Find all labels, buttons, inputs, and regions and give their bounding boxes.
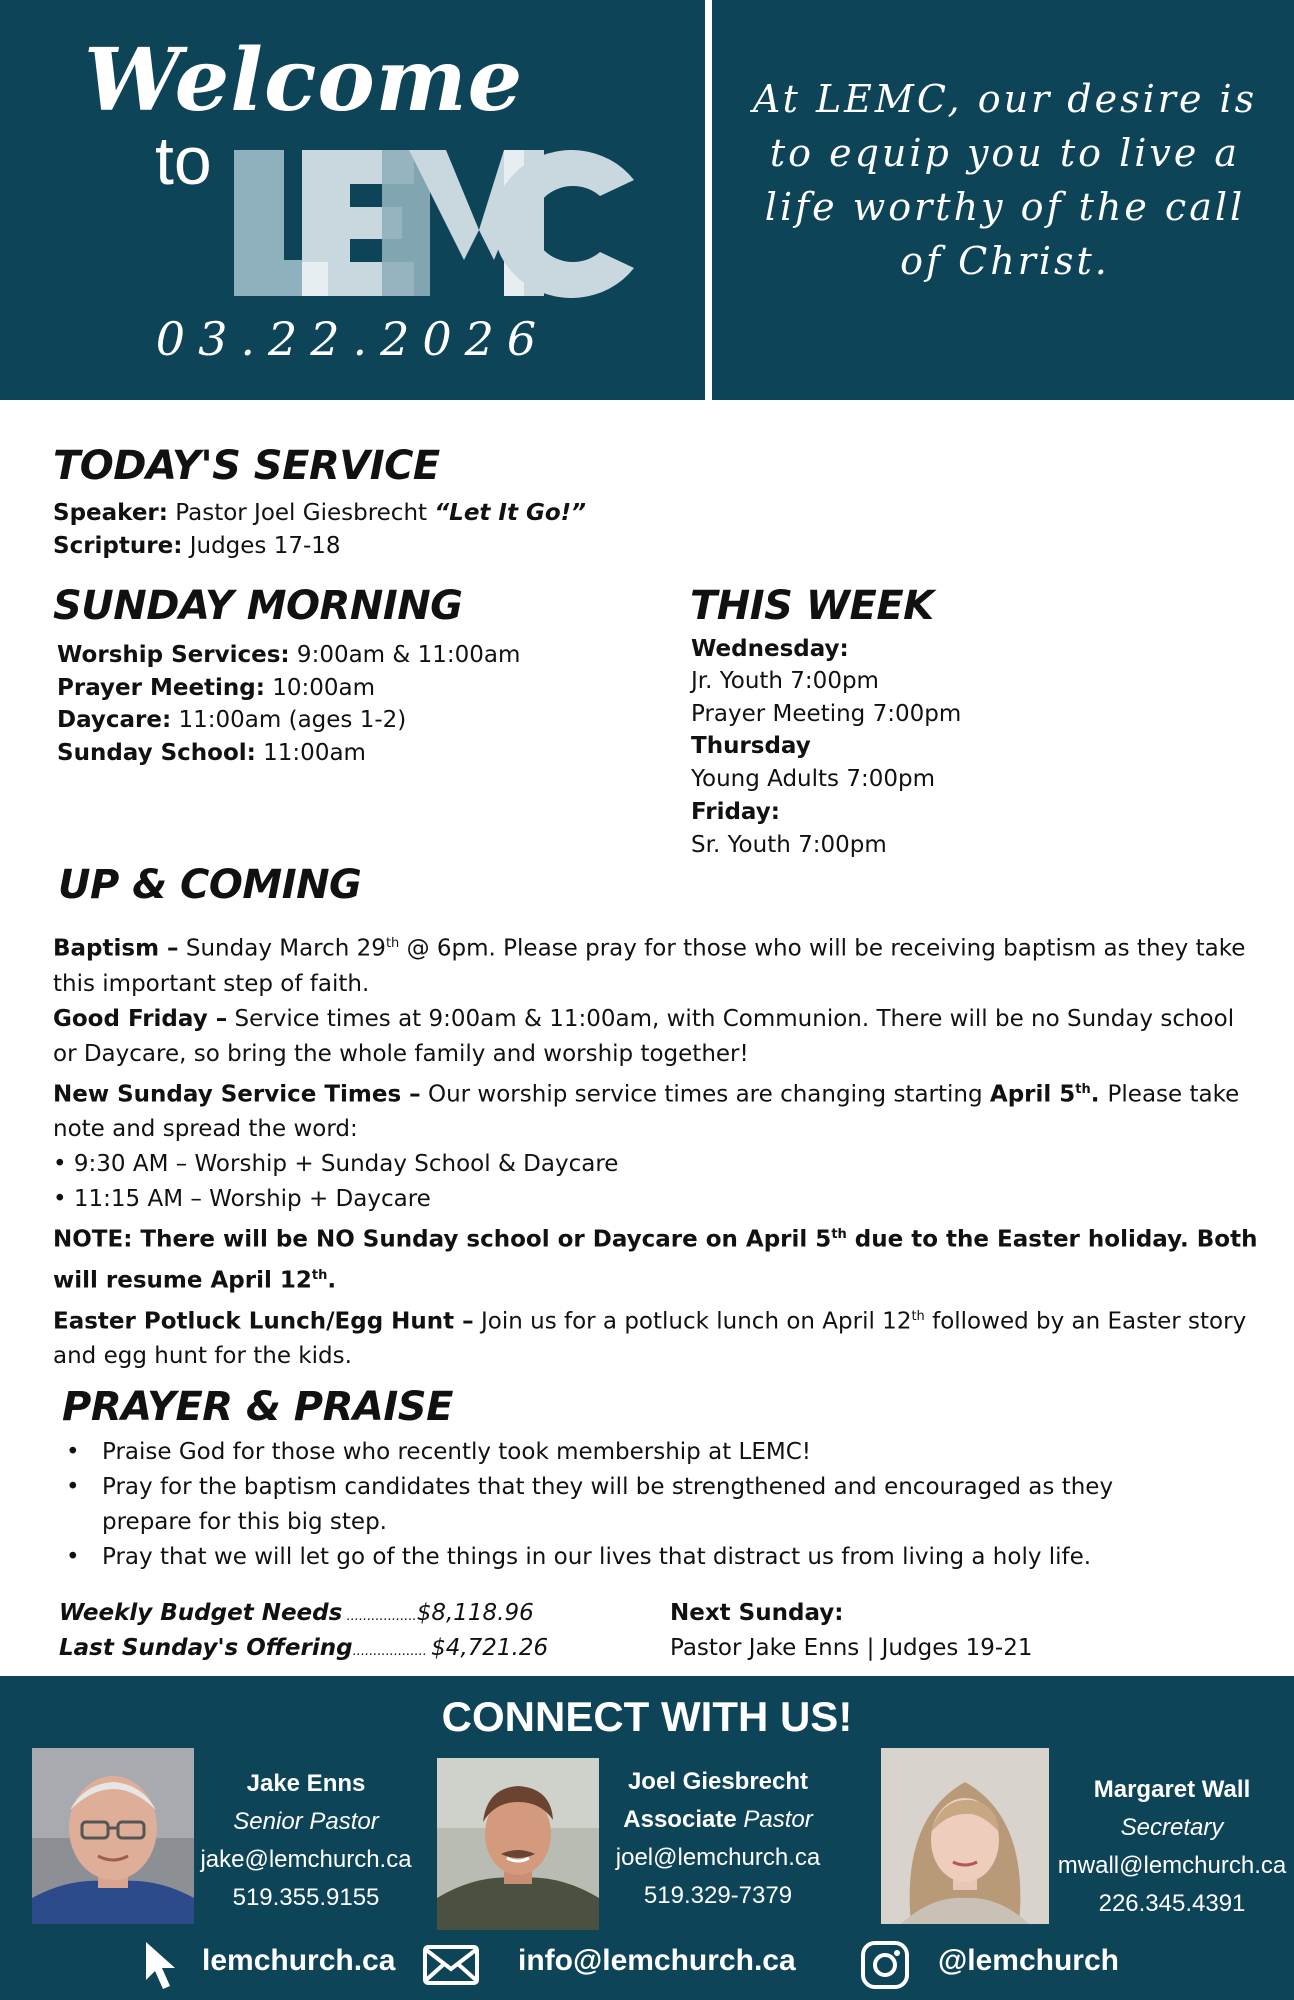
bulletin-date: 03.22.2026: [155, 312, 550, 366]
easter-potluck-item: [53, 1299, 1263, 1375]
contact-jake-enns: [196, 1765, 416, 1917]
todays-service-heading: TODAY'S SERVICE: [53, 443, 440, 489]
instagram-handle[interactable]: @lemchurch: [938, 1944, 1119, 1977]
baptism-text-2: @ 6pm. Please pray for those who will be receiving baptism as they take this important step of faith.: [53, 935, 1246, 997]
scripture-line: [53, 533, 341, 559]
speaker-label: Speaker:: [53, 500, 168, 526]
sermon-title: “Let It Go!”: [434, 500, 586, 526]
up-coming-body: [53, 926, 1263, 1374]
sunday-item: [57, 740, 366, 766]
note-text-3: .: [327, 1267, 337, 1294]
this-week-event: Jr. Youth 7:00pm: [691, 668, 879, 694]
scripture-label: Scripture:: [53, 533, 183, 559]
last-offering: [59, 1635, 548, 1661]
contact-phone[interactable]: 226.345.4391: [1098, 1890, 1246, 1917]
mission-statement: At LEMC, our desire is to equip you to live a life worthy of the call of Christ.: [752, 77, 1258, 283]
new-times-item: [53, 1072, 1263, 1148]
baptism-label: Baptism –: [53, 935, 179, 962]
new-time-1: • 9:30 AM – Worship + Sunday School & Daycare: [53, 1151, 619, 1178]
prayer-item: • Praise God for those who recently took membership at LEMC!: [66, 1435, 1206, 1470]
contact-role: Secretary: [1120, 1814, 1224, 1841]
up-coming-heading: UP & COMING: [58, 862, 362, 908]
contact-email[interactable]: jake@lemchurch.ca: [200, 1846, 412, 1873]
contact-role: Senior Pastor: [233, 1808, 379, 1835]
baptism-item: [53, 926, 1263, 1002]
easter-sup: th: [911, 1308, 925, 1324]
note-text-1: NOTE: There will be NO Sunday school or Daycare on April 5: [53, 1226, 832, 1253]
last-offering-value: $4,721.26: [431, 1635, 549, 1661]
contact-name: Jake Enns: [246, 1770, 366, 1797]
lemc-logo: [234, 150, 634, 298]
prayer-praise-heading: PRAYER & PRAISE: [62, 1384, 453, 1430]
avatar-joel-giesbrecht: [437, 1758, 599, 1930]
last-offering-dots: ..................: [352, 1644, 432, 1659]
contact-role-italic: Pastor: [743, 1806, 813, 1833]
sunday-item: [57, 707, 406, 733]
contact-name: Joel Giesbrecht: [627, 1768, 809, 1795]
new-times-text: Our worship service times are changing starting: [420, 1081, 990, 1108]
sunday-item-value: 9:00am & 11:00am: [289, 642, 521, 668]
contact-email[interactable]: joel@lemchurch.ca: [615, 1844, 821, 1871]
sunday-item-label: Sunday School:: [57, 740, 256, 766]
prayer-item: • Pray that we will let go of the things in our lives that distract us from living a holy life.: [66, 1540, 1206, 1575]
welcome-to: to: [155, 123, 212, 199]
contact-role-bold: Associate: [623, 1806, 744, 1833]
new-times-text-2: Please take note and spread the word:: [53, 1081, 1240, 1143]
contact-email[interactable]: mwall@lemchurch.ca: [1057, 1852, 1287, 1879]
new-times-end: .: [1090, 1081, 1108, 1108]
prayer-item: • Pray for the baptism candidates that they will be strengthened and encouraged as they prepare for this big step.: [66, 1470, 1206, 1540]
next-sunday-value: Pastor Jake Enns | Judges 19-21: [670, 1635, 1033, 1661]
last-offering-label: Last Sunday's Offering: [59, 1635, 353, 1661]
email-link[interactable]: info@lemchurch.ca: [518, 1944, 796, 1977]
good-friday-text: Service times at 9:00am & 11:00am, with Communion. There will be no Sunday school or Daycare, so bring the whole family and worship together!: [53, 1005, 1235, 1067]
easter-note: [53, 1217, 1263, 1298]
sunday-item-label: Prayer Meeting:: [57, 675, 265, 701]
weekly-budget-value: $8,118.96: [416, 1600, 534, 1626]
easter-text-2: followed by an Easter story and egg hunt for the kids.: [53, 1308, 1247, 1370]
new-times-label: New Sunday Service Times –: [53, 1081, 421, 1108]
new-times-date: April 5: [989, 1081, 1076, 1108]
new-times-sup: th: [1075, 1081, 1091, 1097]
envelope-icon: [422, 1944, 480, 1986]
contact-margaret-wall: [1052, 1771, 1292, 1923]
this-week-heading: THIS WEEK: [690, 583, 934, 629]
avatar-margaret-wall: [881, 1748, 1049, 1924]
sunday-item: [57, 675, 375, 701]
baptism-sup: th: [385, 936, 400, 951]
this-week-event: Sr. Youth 7:00pm: [691, 832, 887, 858]
avatar-jake-enns: [32, 1748, 194, 1924]
instagram-icon: [860, 1940, 910, 1990]
contact-joel-giesbrecht: [608, 1763, 828, 1915]
connect-title: CONNECT WITH US!: [441, 1693, 853, 1740]
easter-text: Join us for a potluck lunch on April 12: [473, 1308, 912, 1335]
weekly-budget-label: Weekly Budget Needs: [59, 1600, 343, 1626]
baptism-text: Sunday March 29: [178, 935, 386, 962]
note-text-2: due to the Easter holiday. Both will resume April 12: [53, 1226, 1258, 1294]
note-sup-1: th: [831, 1227, 847, 1243]
sunday-item-label: Daycare:: [57, 707, 172, 733]
this-week-day: Wednesday:: [691, 636, 849, 662]
contact-name: Margaret Wall: [1093, 1776, 1251, 1803]
sunday-item-value: 11:00am: [255, 740, 366, 766]
next-sunday-label: Next Sunday:: [670, 1600, 844, 1626]
easter-label: Easter Potluck Lunch/Egg Hunt –: [53, 1308, 474, 1335]
weekly-budget: [59, 1600, 534, 1626]
this-week-day: Friday:: [691, 799, 780, 825]
prayer-list: [66, 1435, 1206, 1575]
this-week-event: Prayer Meeting 7:00pm: [691, 701, 962, 727]
sunday-item-label: Worship Services:: [57, 642, 290, 668]
speaker-line: [53, 500, 586, 526]
this-week-day: Thursday: [691, 733, 811, 759]
new-time-2: • 11:15 AM – Worship + Daycare: [53, 1186, 431, 1213]
this-week-event: Young Adults 7:00pm: [691, 766, 935, 792]
sunday-morning-heading: SUNDAY MORNING: [53, 583, 463, 629]
sunday-item-value: 11:00am (ages 1-2): [171, 707, 407, 733]
weekly-budget-dots: .................: [342, 1609, 417, 1624]
cursor-icon: [143, 1940, 179, 1992]
sunday-item: [57, 642, 520, 668]
website-link[interactable]: lemchurch.ca: [202, 1944, 396, 1977]
contact-role: [608, 1801, 828, 1839]
scripture-value: Judges 17-18: [182, 533, 341, 559]
speaker-name: Pastor Joel Giesbrecht: [167, 500, 435, 526]
good-friday-label: Good Friday –: [53, 1005, 228, 1032]
good-friday-item: [53, 1002, 1263, 1072]
contact-phone[interactable]: 519.329-7379: [643, 1882, 793, 1909]
contact-phone[interactable]: 519.355.9155: [232, 1884, 380, 1911]
note-sup-2: th: [311, 1267, 328, 1283]
welcome-title: Welcome: [84, 30, 524, 131]
sunday-item-value: 10:00am: [264, 675, 376, 701]
